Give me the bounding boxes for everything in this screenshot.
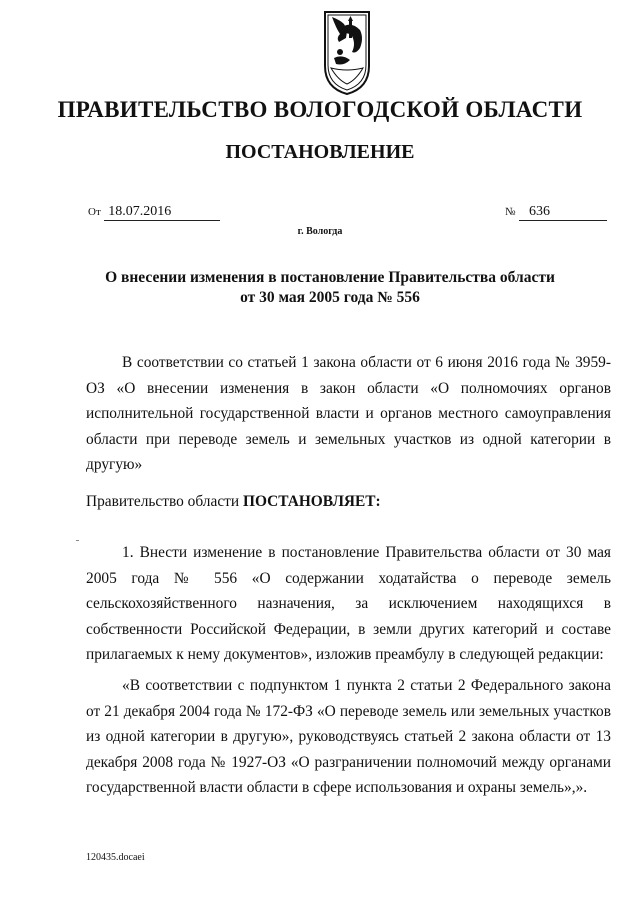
file-reference: 120435.docaei xyxy=(86,852,145,863)
number-value: 636 xyxy=(519,204,607,221)
resolution-keyword: ПОСТАНОВЛЯЕТ: xyxy=(242,493,381,510)
date-field xyxy=(88,204,220,221)
margin-mark xyxy=(76,540,79,541)
resolution-paragraph xyxy=(86,489,611,515)
clause-1-paragraph: 1. Внести изменение в постановление Правительства области от 30 мая 2005 года № 556 «О содержании ходатайства о переводе земель сельскохозяйственного назначения, за исключением находящихся в собственности Российской Федерации, в земли других категорий и составе прилагаемых к нему документов», изложив преамбулу в следующей редакции: xyxy=(86,544,611,663)
document-type: ПОСТАНОВЛЕНИЕ xyxy=(225,141,415,163)
number-label: № xyxy=(505,206,516,218)
organization-title: ПРАВИТЕЛЬСТВО ВОЛОГОДСКОЙ ОБЛАСТИ xyxy=(57,97,583,122)
subject-line-1: О внесении изменения в постановление Правительства области xyxy=(105,269,555,286)
date-value: 18.07.2016 xyxy=(104,204,220,221)
city-label: г. Вологда xyxy=(297,226,343,237)
document-subject xyxy=(100,268,560,308)
date-label: От xyxy=(88,206,101,218)
number-field xyxy=(505,204,607,221)
coat-of-arms-icon xyxy=(322,8,372,96)
resolution-prefix: Правительство области xyxy=(86,493,243,510)
preamble-paragraph: В соответствии со статьей 1 закона области от 6 июня 2016 года № 3959-ОЗ «О внесении изменения в закон области «О полномочиях органов исполнительной государственной власти и органов местного самоуправления области при переводе земель и земельных участков из одной категории в другую» xyxy=(86,354,611,473)
new-preamble-paragraph: «В соответствии с подпунктом 1 пункта 2 статьи 2 Федерального закона от 21 декабря 2004 года № 172-ФЗ «О переводе земель или земельных участков из одной категории в другую», руководствуясь статьей 2 закона области от 13 декабря 2008 года № 1927-ОЗ «О разграничении полномочий между органами государственной власти области в сфере использования и охраны земель»,». xyxy=(86,677,611,796)
subject-line-2: от 30 мая 2005 года № 556 xyxy=(240,289,420,306)
